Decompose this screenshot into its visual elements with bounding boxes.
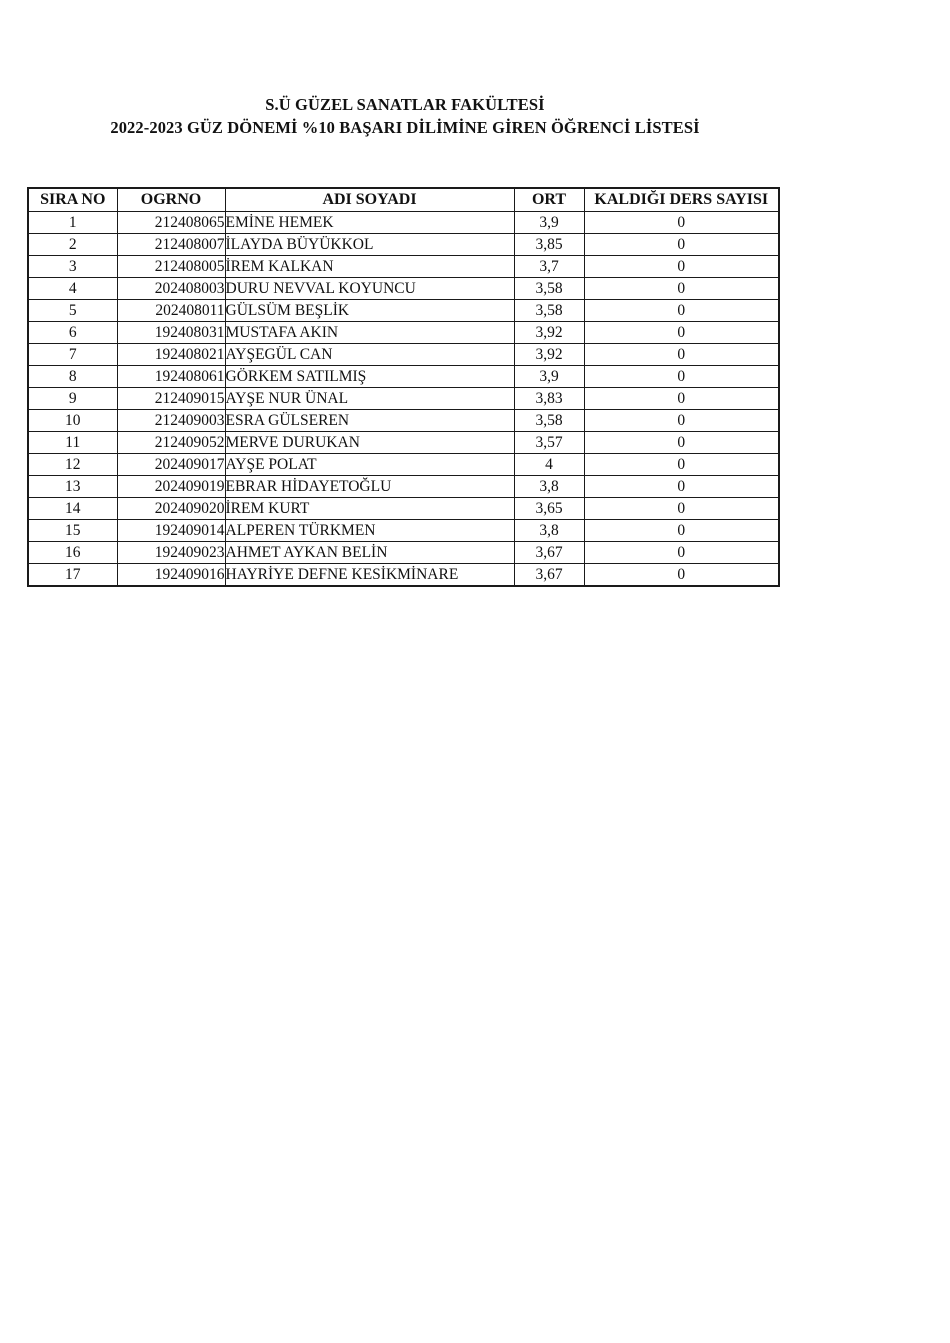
cell-ort: 3,58 (514, 278, 584, 300)
cell-ort: 3,8 (514, 520, 584, 542)
cell-sira-no: 2 (28, 234, 117, 256)
cell-ogrno: 202409017 (117, 454, 225, 476)
cell-adi-soyadi: AYŞEGÜL CAN (225, 344, 514, 366)
cell-adi-soyadi: MUSTAFA AKIN (225, 322, 514, 344)
cell-ogrno: 212409003 (117, 410, 225, 432)
cell-adi-soyadi: MERVE DURUKAN (225, 432, 514, 454)
table-row (28, 498, 779, 520)
cell-ort: 3,67 (514, 564, 584, 587)
cell-sira-no: 17 (28, 564, 117, 587)
table-row (28, 410, 779, 432)
table-body (28, 212, 779, 587)
cell-ort: 3,92 (514, 344, 584, 366)
cell-sira-no: 10 (28, 410, 117, 432)
cell-ogrno: 202408003 (117, 278, 225, 300)
cell-kaldigi-ders-sayisi: 0 (584, 256, 779, 278)
cell-adi-soyadi: EBRAR HİDAYETOĞLU (225, 476, 514, 498)
document-title-line1: S.Ü GÜZEL SANATLAR FAKÜLTESİ (265, 95, 545, 114)
cell-ogrno: 192408021 (117, 344, 225, 366)
cell-ogrno: 212409015 (117, 388, 225, 410)
cell-ogrno: 202409020 (117, 498, 225, 520)
cell-ogrno: 192409016 (117, 564, 225, 587)
cell-adi-soyadi: GÜLSÜM BEŞLİK (225, 300, 514, 322)
cell-ort: 3,65 (514, 498, 584, 520)
table-row (28, 476, 779, 498)
table-row (28, 234, 779, 256)
cell-kaldigi-ders-sayisi: 0 (584, 366, 779, 388)
cell-ort: 4 (514, 454, 584, 476)
cell-sira-no: 14 (28, 498, 117, 520)
cell-sira-no: 7 (28, 344, 117, 366)
cell-ort: 3,85 (514, 234, 584, 256)
cell-ogrno: 192409014 (117, 520, 225, 542)
table-row (28, 564, 779, 587)
cell-ort: 3,9 (514, 212, 584, 234)
cell-ort: 3,8 (514, 476, 584, 498)
cell-ogrno: 192409023 (117, 542, 225, 564)
cell-kaldigi-ders-sayisi: 0 (584, 344, 779, 366)
header-sira-no: SIRA NO (28, 188, 117, 212)
cell-sira-no: 11 (28, 432, 117, 454)
table-header-row (28, 188, 779, 212)
cell-kaldigi-ders-sayisi: 0 (584, 278, 779, 300)
cell-adi-soyadi: GÖRKEM SATILMIŞ (225, 366, 514, 388)
table-row (28, 322, 779, 344)
header-adi-soyadi: ADI SOYADI (225, 188, 514, 212)
cell-ogrno: 212408005 (117, 256, 225, 278)
cell-kaldigi-ders-sayisi: 0 (584, 322, 779, 344)
table-row (28, 256, 779, 278)
cell-sira-no: 13 (28, 476, 117, 498)
header-ort: ORT (514, 188, 584, 212)
cell-ort: 3,83 (514, 388, 584, 410)
cell-ogrno: 192408031 (117, 322, 225, 344)
table-row (28, 454, 779, 476)
cell-adi-soyadi: AYŞE POLAT (225, 454, 514, 476)
cell-adi-soyadi: DURU NEVVAL KOYUNCU (225, 278, 514, 300)
cell-adi-soyadi: İREM KALKAN (225, 256, 514, 278)
cell-sira-no: 16 (28, 542, 117, 564)
cell-sira-no: 1 (28, 212, 117, 234)
cell-sira-no: 15 (28, 520, 117, 542)
cell-kaldigi-ders-sayisi: 0 (584, 300, 779, 322)
document-title-line2: 2022-2023 GÜZ DÖNEMİ %10 BAŞARI DİLİMİNE GİREN ÖĞRENCİ LİSTESİ (110, 118, 700, 137)
cell-sira-no: 12 (28, 454, 117, 476)
cell-kaldigi-ders-sayisi: 0 (584, 564, 779, 587)
table-row (28, 542, 779, 564)
cell-adi-soyadi: EMİNE HEMEK (225, 212, 514, 234)
cell-kaldigi-ders-sayisi: 0 (584, 498, 779, 520)
cell-ogrno: 192408061 (117, 366, 225, 388)
table-row (28, 300, 779, 322)
cell-adi-soyadi: HAYRİYE DEFNE KESİKMİNARE (225, 564, 514, 587)
cell-ogrno: 212408065 (117, 212, 225, 234)
table-row (28, 366, 779, 388)
table-row (28, 212, 779, 234)
cell-ogrno: 212408007 (117, 234, 225, 256)
cell-ort: 3,92 (514, 322, 584, 344)
cell-ort: 3,57 (514, 432, 584, 454)
cell-ogrno: 202408011 (117, 300, 225, 322)
cell-ogrno: 202409019 (117, 476, 225, 498)
cell-adi-soyadi: İLAYDA BÜYÜKKOL (225, 234, 514, 256)
cell-adi-soyadi: İREM KURT (225, 498, 514, 520)
table-row (28, 432, 779, 454)
cell-kaldigi-ders-sayisi: 0 (584, 520, 779, 542)
cell-kaldigi-ders-sayisi: 0 (584, 388, 779, 410)
cell-kaldigi-ders-sayisi: 0 (584, 432, 779, 454)
table-row (28, 520, 779, 542)
header-kaldigi-ders-sayisi: KALDIĞI DERS SAYISI (584, 188, 779, 212)
cell-kaldigi-ders-sayisi: 0 (584, 212, 779, 234)
cell-kaldigi-ders-sayisi: 0 (584, 454, 779, 476)
table-row (28, 344, 779, 366)
cell-sira-no: 5 (28, 300, 117, 322)
cell-ogrno: 212409052 (117, 432, 225, 454)
cell-kaldigi-ders-sayisi: 0 (584, 476, 779, 498)
cell-ort: 3,67 (514, 542, 584, 564)
cell-adi-soyadi: AYŞE NUR ÜNAL (225, 388, 514, 410)
cell-sira-no: 9 (28, 388, 117, 410)
cell-ort: 3,58 (514, 410, 584, 432)
cell-ort: 3,9 (514, 366, 584, 388)
student-list-table (27, 187, 780, 587)
cell-kaldigi-ders-sayisi: 0 (584, 234, 779, 256)
cell-sira-no: 4 (28, 278, 117, 300)
table-row (28, 278, 779, 300)
cell-adi-soyadi: ALPEREN TÜRKMEN (225, 520, 514, 542)
cell-kaldigi-ders-sayisi: 0 (584, 410, 779, 432)
cell-adi-soyadi: AHMET AYKAN BELİN (225, 542, 514, 564)
cell-ort: 3,7 (514, 256, 584, 278)
cell-sira-no: 6 (28, 322, 117, 344)
cell-ort: 3,58 (514, 300, 584, 322)
cell-sira-no: 8 (28, 366, 117, 388)
table-row (28, 388, 779, 410)
header-ogrno: OGRNO (117, 188, 225, 212)
cell-kaldigi-ders-sayisi: 0 (584, 542, 779, 564)
cell-sira-no: 3 (28, 256, 117, 278)
cell-adi-soyadi: ESRA GÜLSEREN (225, 410, 514, 432)
